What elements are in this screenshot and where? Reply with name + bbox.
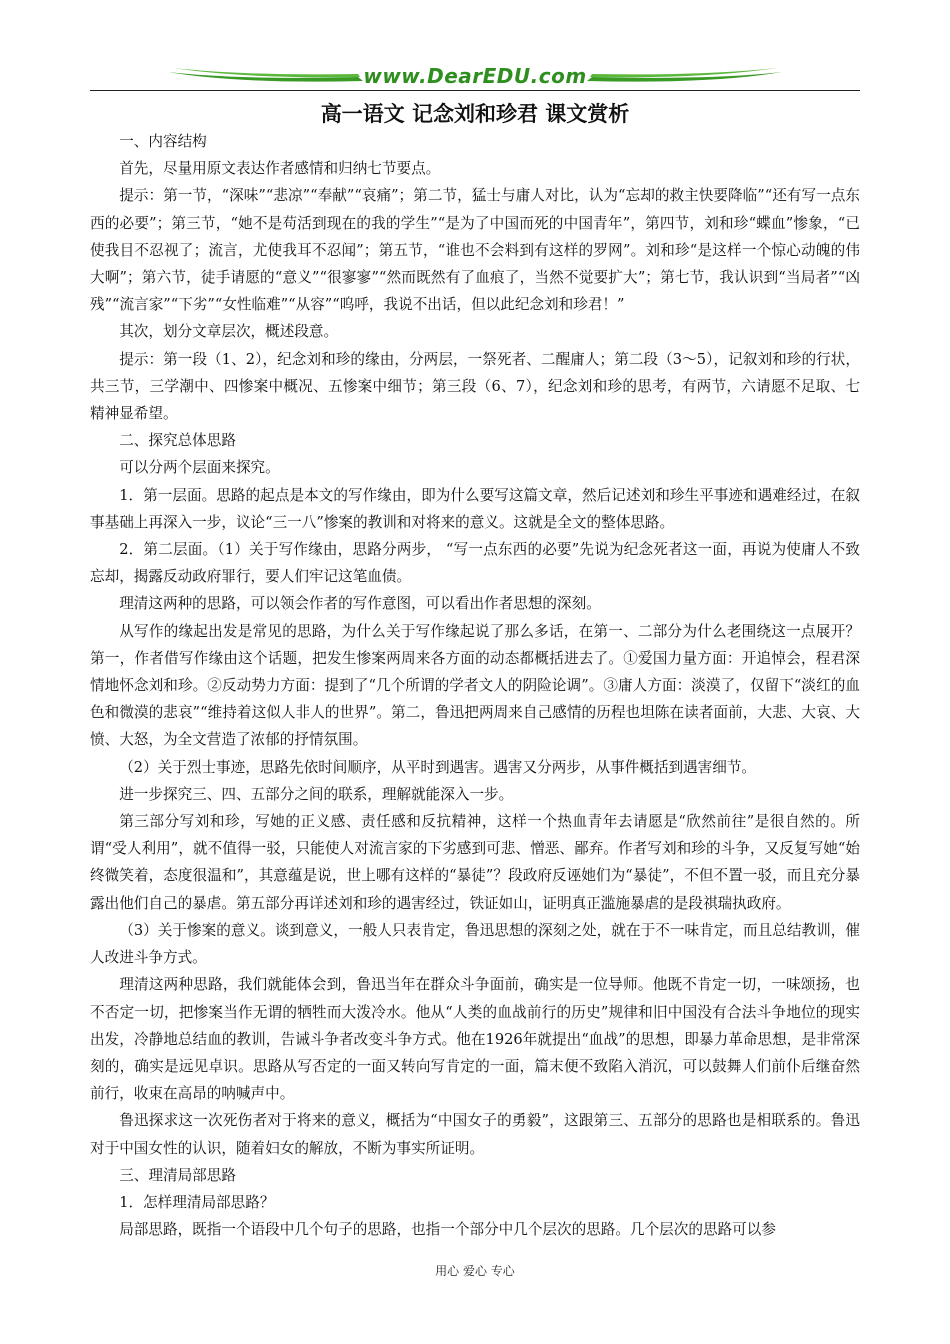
paragraph: 进一步探究三、四、五部分之间的联系，理解就能深入一步。 xyxy=(119,785,514,803)
paragraph: 1．第一层面。思路的起点是本文的写作缘由，即为什么要写这篇文章，然后记述刘和珍生平事迹和遇难经过，在叙事基础上再深入一步，议论“三一八”惨案的教训和对将来的意义。这就是全文的整体思路。 xyxy=(90,486,860,531)
paragraph: 1．怎样理清局部思路？ xyxy=(119,1193,275,1211)
document-body xyxy=(90,128,860,1243)
paragraph: 提示：第一段（1、2），纪念刘和珍的缘由，分两层，一祭死者、二醒庸人；第二段（3～5），记叙刘和珍的行状，共三节，三学潮中、四惨案中概况、五惨案中细节；第三段（6、7），纪念刘和珍的思考，有两节，六请愿不足取、七精神显希望。 xyxy=(90,350,860,423)
site-logo-text[interactable]: www.DearEDU.com xyxy=(363,64,587,88)
paragraph: 提示：第一节，“深味”“悲凉”“奉献”“哀痛”；第二节，猛士与庸人对比，认为“忘却的救主快要降临”“还有写一点东西的必要”；第三节，“她不是苟活到现在的我的学生”“是为了中国而死的中国青年”，第四节，刘和珍“蝶血”惨象，“已使我目不忍视了；流言，尤使我耳不忍闻”；第五节，“谁也不会料到有这样的罗网”。刘和珍“是这样一个惊心动魄的伟大啊”；第六节，徒手请愿的“意义”“很寥寥”“然而既然有了血痕了，当然不觉要扩大”；第七节，我认识到“当局者”“凶残”“流言家”“下劣”“女性临难”“从容”“呜呼，我说不出话，但以此纪念刘和珍君！” xyxy=(90,187,860,314)
section-heading: 二、探究总体思路 xyxy=(119,432,236,450)
paragraph: 其次，划分文章层次，概述段意。 xyxy=(119,323,339,341)
paragraph: （3）关于惨案的意义。谈到意义，一般人只表肯定，鲁迅思想的深刻之处，就在于不一味肯定，而且总结教训，催人改进斗争方式。 xyxy=(90,921,860,967)
page-footer: 用心 爱心 专心 xyxy=(435,1264,515,1278)
paragraph: 2．第二层面。（1）关于写作缘由，思路分两步， “写一点东西的必要”先说为纪念死者这一面，再说为使庸人不致忘却，揭露反动政府罪行，要人们牢记这笔血债。 xyxy=(90,541,860,586)
paragraph: （2）关于烈士事迹，思路先依时间顺序，从平时到遇害。遇害又分两步，从事件概括到遇害细节。 xyxy=(119,758,757,776)
paragraph: 鲁迅探求这一次死伤者对于将来的意义，概括为“中国女子的勇毅”，这跟第三、五部分的思路也是相联系的。鲁迅对于中国女性的认识，随着妇女的解放，不断为事实所证明。 xyxy=(90,1112,860,1157)
site-banner xyxy=(168,62,782,92)
paragraph: 第三部分写刘和珍，写她的正义感、责任感和反抗精神，这样一个热血青年去请愿是“欣然前往”是很自然的。所谓“受人利用”，就不值得一驳，只能使人对流言家的下劣感到可悲、憎恶、鄙弃。作者写刘和珍的斗争，又反复写她“始终微笑着，态度很温和”，其意蕴是说，世上哪有这样的“暴徒”？段政府反诬她们为“暴徒”，不但不置一驳，而且充分暴露出他们自己的暴虐。第五部分再详述刘和珍的遇害经过，铁证如山，证明真正滥施暴虐的是段祺瑞执政府。 xyxy=(90,813,860,912)
paragraph: 理清这两种的思路，可以领会作者的写作意图，可以看出作者思想的深刻。 xyxy=(119,595,601,613)
paragraph: 可以分两个层面来探究。 xyxy=(119,459,280,477)
paragraph: 首先，尽量用原文表达作者感情和归纳七节要点。 xyxy=(119,160,441,178)
header-divider xyxy=(90,90,860,91)
section-heading: 三、理清局部思路 xyxy=(119,1166,236,1184)
document-title: 高一语文 记念刘和珍君 课文赏析 xyxy=(320,102,630,126)
paragraph: 理清这两种思路，我们就能体会到，鲁迅当年在群众斗争面前，确实是一位导师。他既不肯定一切，一味颂扬，也不否定一切，把惨案当作无谓的牺牲而大泼冷水。他从“人类的血战前行的历史”规律和旧中国没有合法斗争地位的现实出发，冷静地总结血的教训，告诫斗争者改变斗争方式。他在1926年就提出“血战”的思想，即暴力革命思想，是非常深刻的，确实是远见卓识。思路从写否定的一面又转向写肯定的一面，篇末便不致陷入消沉，可以鼓舞人们前仆后继奋然前行，收束在高昂的呐喊声中。 xyxy=(90,976,860,1103)
paragraph: 局部思路，既指一个语段中几个句子的思路，也指一个部分中几个层次的思路。几个层次的思路可以参 xyxy=(119,1221,776,1239)
section-heading: 一、内容结构 xyxy=(119,133,207,150)
paragraph: 从写作的缘起出发是常见的思路，为什么关于写作缘起说了那么多话，在第一、二部分为什么老围绕这一点展开？第一，作者借写作缘由这个话题，把发生惨案两周来各方面的动态都概括进去了。①爱国力量方面：开追悼会，程君深情地怀念刘和珍。②反动势力方面：提到了“几个所谓的学者文人的阴险论调”。③庸人方面：淡漠了，仅留下“淡红的血色和微漠的悲哀”“维持着这似人非人的世界”。第二，鲁迅把两周来自己感情的历程也坦陈在读者面前，大悲、大哀、大愤、大怒，为全文营造了浓郁的抒情氛围。 xyxy=(90,622,860,749)
